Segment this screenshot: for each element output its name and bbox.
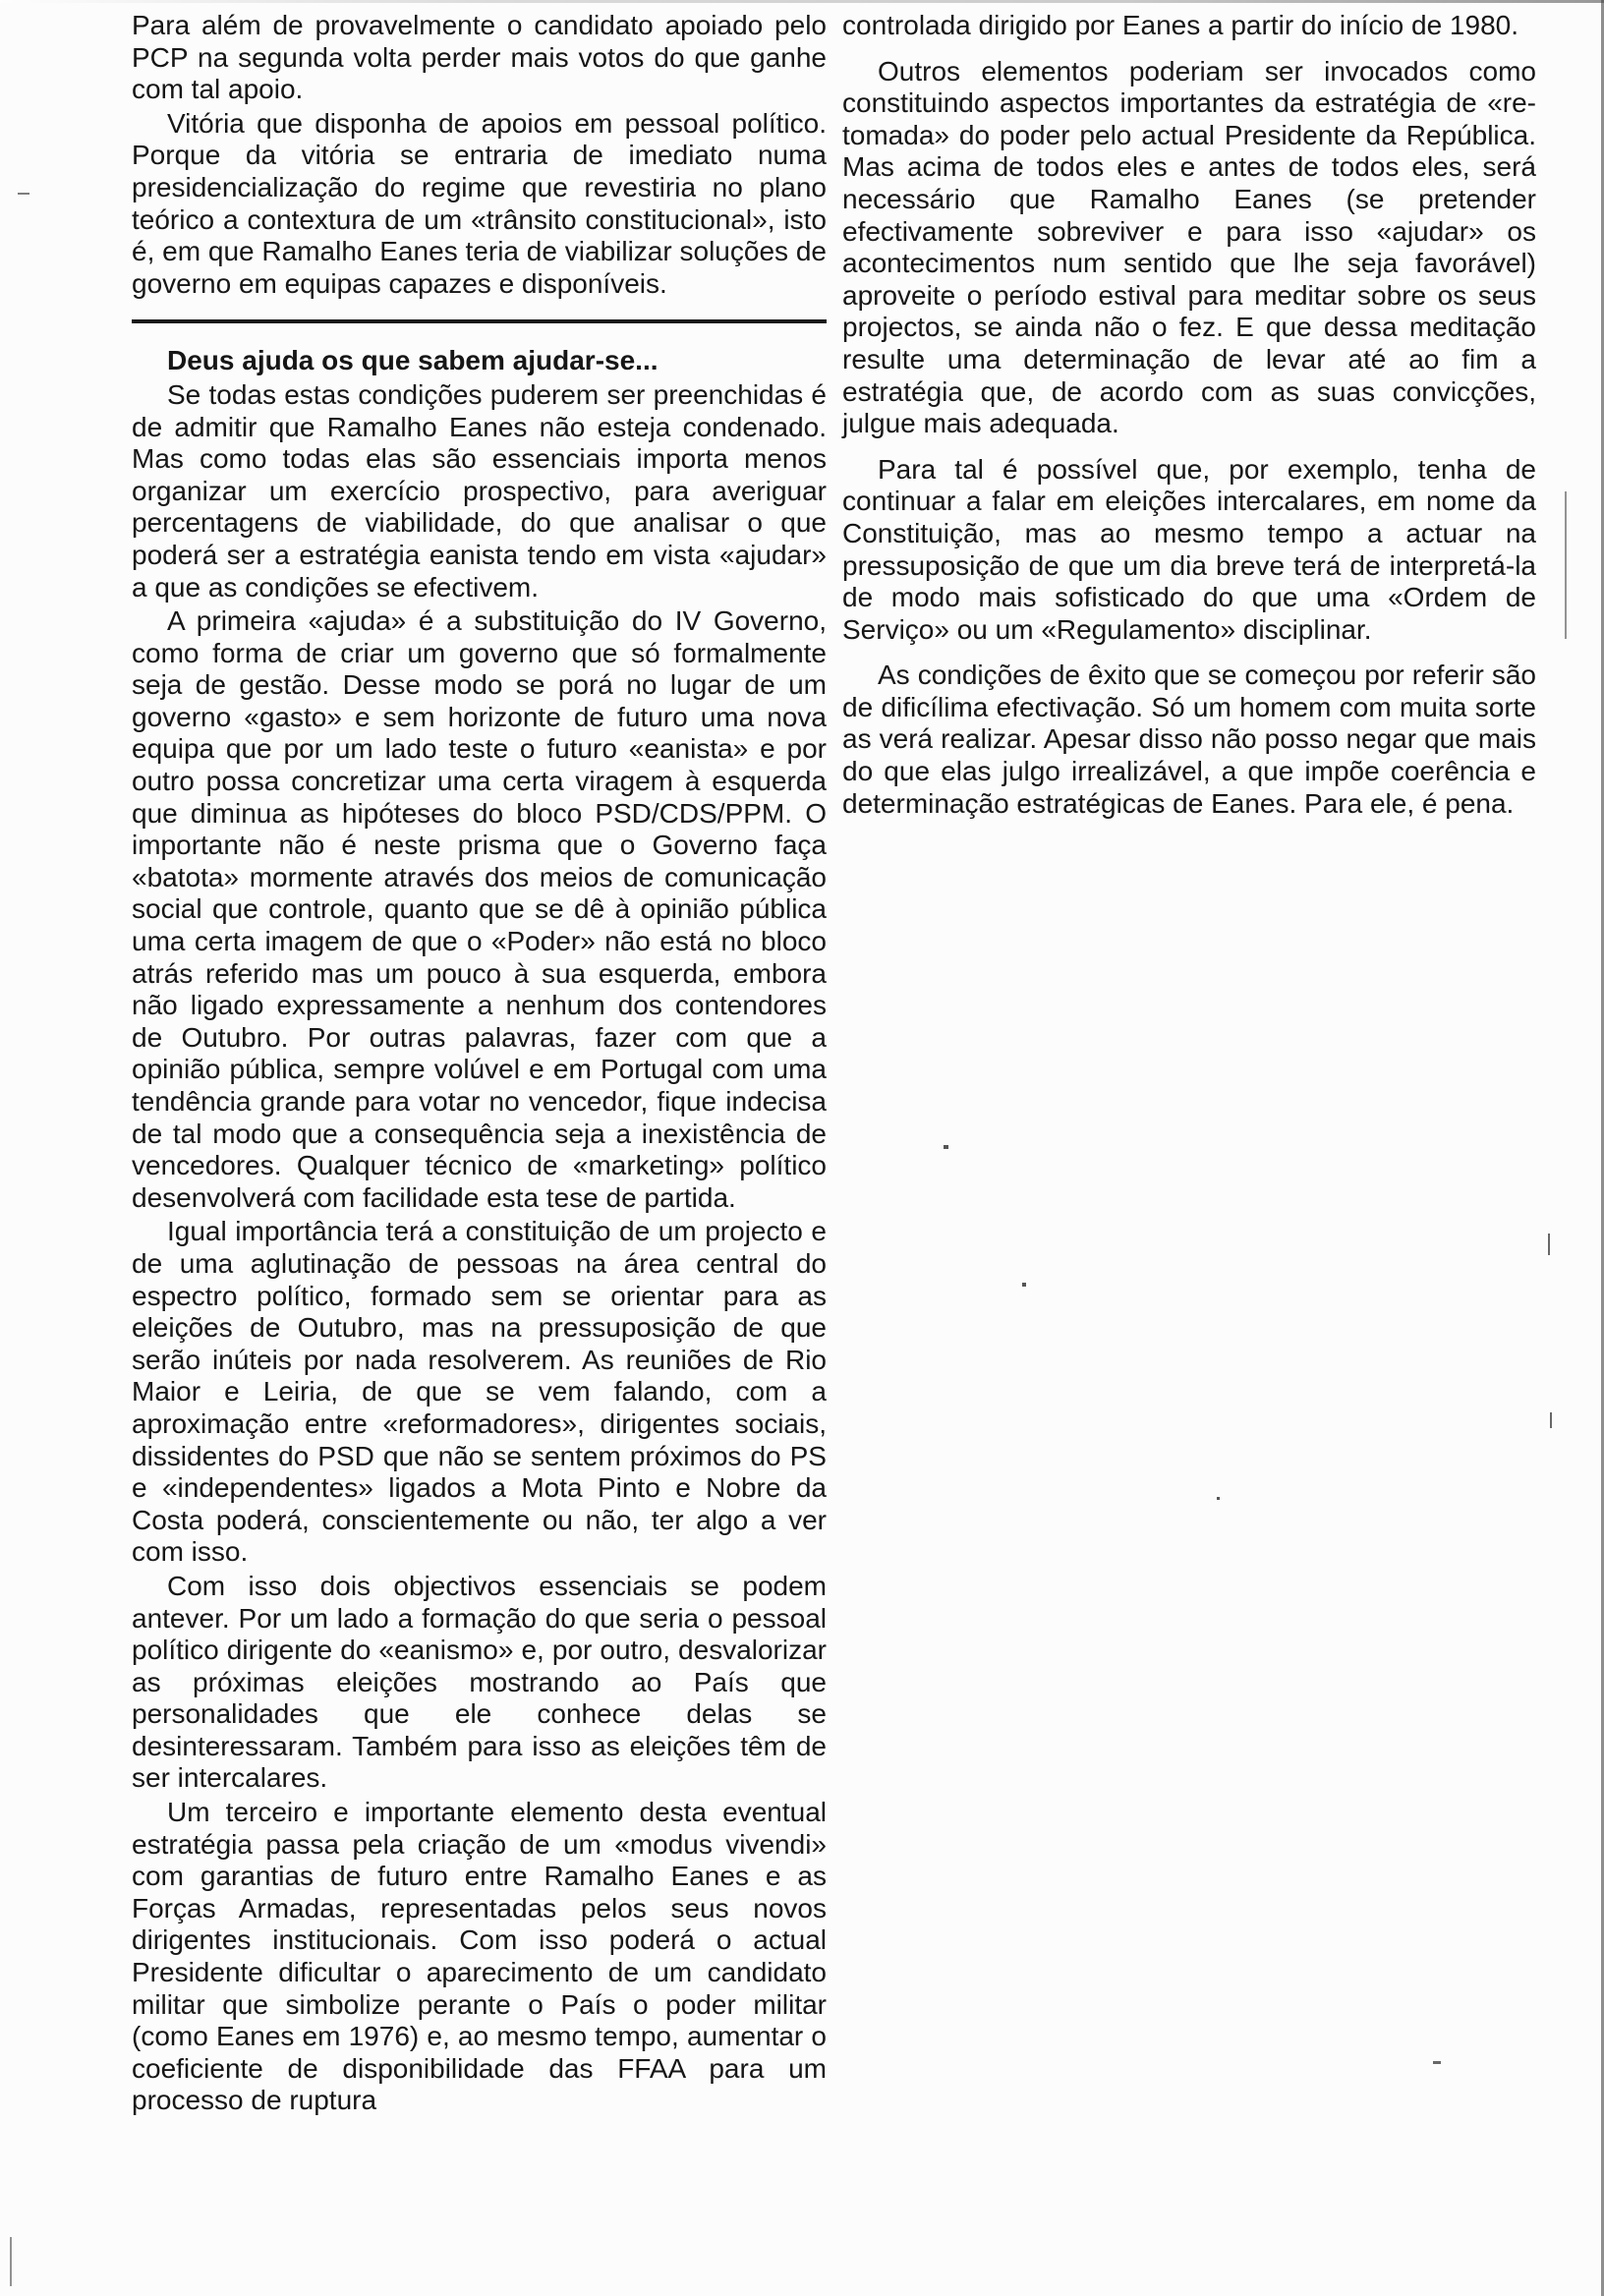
scan-speck <box>1433 2061 1441 2064</box>
scan-speck <box>1548 1234 1550 1255</box>
paragraph: Outros elementos poderiam ser invocados como constituindo aspectos importantes da estratégia de «re-tomada» do poder pelo actual Presidente da República. Mas acima de todos eles e antes de todos eles, será necessário que Ramalho Eanes (se pretender efectivamente sobreviver e para isso «ajudar» os acontecimentos num sentido que lhe seja favorável) aproveite o período estival para meditar sobre os seus projectos, se ainda não o fez. E que dessa meditação resulte uma determinação de levar até ao fim a estratégia que, de acordo com as suas convicções, julgue mais adequada. <box>842 55 1536 439</box>
paragraph: Com isso dois objectivos essenciais se podem antever. Por um lado a formação do que seria o pessoal político dirigente do «eanismo» e, por outro, desvalorizar as próximas eleições mostrando ao País que personalidades que ele conhece delas se desinteressaram. Também para isso as eleições têm de ser intercalares. <box>132 1570 827 1794</box>
left-column <box>132 10 827 2117</box>
paragraph: Para tal é possível que, por exemplo, tenha de continuar a falar em eleições intercalares, em nome da Constituição, mas ao mesmo tempo a actuar na pressuposição de que um dia breve terá de interpretá-la de modo mais sofisticado do que uma «Ordem de Serviço» ou um «Regulamento» disciplinar. <box>842 453 1536 645</box>
paragraph: Para além de provavelmente o candidato apoiado pelo PCP na segunda volta perder mais votos do que ganhe com tal apoio. <box>132 10 827 105</box>
section-heading: Deus ajuda os que sabem ajudar-se... <box>167 345 659 376</box>
paragraph: Vitória que disponha de apoios em pessoal político. Porque da vitória se entraria de imediato numa presidencialização do regime que revestiria no plano teórico a contextura de um «trânsito constitucional», isto é, em que Ramalho Eanes teria de viabilizar soluções de governo em equipas capazes e disponíveis. <box>132 107 827 299</box>
section-divider <box>132 319 827 323</box>
scan-speck <box>1565 491 1567 639</box>
scan-speck <box>1022 1283 1026 1287</box>
scan-speck <box>1550 1412 1552 1428</box>
scan-speck <box>18 193 29 195</box>
scan-speck <box>10 2237 12 2286</box>
scan-top-edge <box>0 0 1604 3</box>
paragraph: A primeira «ajuda» é a substituição do IV Governo, como forma de criar um governo que só formalmente seja de gestão. Desse modo se porá no lugar de um governo «gasto» e sem horizonte de futuro uma nova equipa que por um lado teste o futuro «eanista» e por outro possa concretizar uma certa viragem à esquerda que diminua as hipóteses do bloco PSD/CDS/PPM. O importante não é neste prisma que o Governo faça «batota» mormente através dos meios de comunicação social que controle, quanto que se dê à opinião pública uma certa imagem de que o «Poder» não está no bloco atrás referido mas um pouco à sua esquerda, embora não ligado expressamente a nenhum dos contendores de Outubro. Por outras palavras, fazer com que a opinião pública, sempre volúvel e em Portugal com uma tendência grande para votar no vencedor, fique indecisa de tal modo que a consequência seja a inexistência de vencedores. Qualquer técnico de «marketing» político desenvolverá com facilidade esta tese de partida. <box>132 605 827 1213</box>
paragraph: Igual importância terá a constituição de um projecto e de uma aglutinação de pessoas na área central do espectro político, formado sem se orientar para as eleições de Outubro, mas na pressuposição de que serão inúteis por nada resolverem. As reuniões de Rio Maior e Leiria, de que se vem falando, com a aproximação entre «reformadores», dirigentes sociais, dissidentes do PSD que não se sentem próximos do PS e «independentes» ligados a Mota Pinto e Nobre da Costa poderá, conscientemente ou não, ter algo a ver com isso. <box>132 1216 827 1568</box>
right-column <box>842 10 1536 820</box>
paragraph: Se todas estas condições puderem ser preenchidas é de admitir que Ramalho Eanes não esteja condenado. Mas como todas elas são essenciais importa menos organizar um exercício prospectivo, para averiguar percentagens de viabilidade, do que analisar o que poderá ser a estratégia eanista tendo em vista «ajudar» a que as condições se efectivem. <box>132 378 827 603</box>
paragraph: controlada dirigido por Eanes a partir do início de 1980. <box>842 10 1518 40</box>
paragraph: Um terceiro e importante elemento desta eventual estratégia passa pela criação de um «modus vivendi» com garantias de futuro entre Ramalho Eanes e as Forças Armadas, representadas pelos seus novos dirigentes institucionais. Com isso poderá o actual Presidente dificultar o aparecimento de um candidato militar que simbolize perante o País o poder militar (como Eanes em 1976) e, ao mesmo tempo, aumentar o coeficiente de disponibilidade das FFAA para um processo de ruptura <box>132 1797 827 2116</box>
scan-speck <box>944 1145 948 1149</box>
paragraph: As condições de êxito que se começou por referir são de dificílima efectivação. Só um homem com muita sorte as verá realizar. Apesar disso não posso negar que mais do que elas julgo irrealizável, a que impõe coerência e determinação estratégicas de Eanes. Para ele, é pena. <box>842 660 1536 819</box>
scan-speck <box>1217 1497 1220 1500</box>
